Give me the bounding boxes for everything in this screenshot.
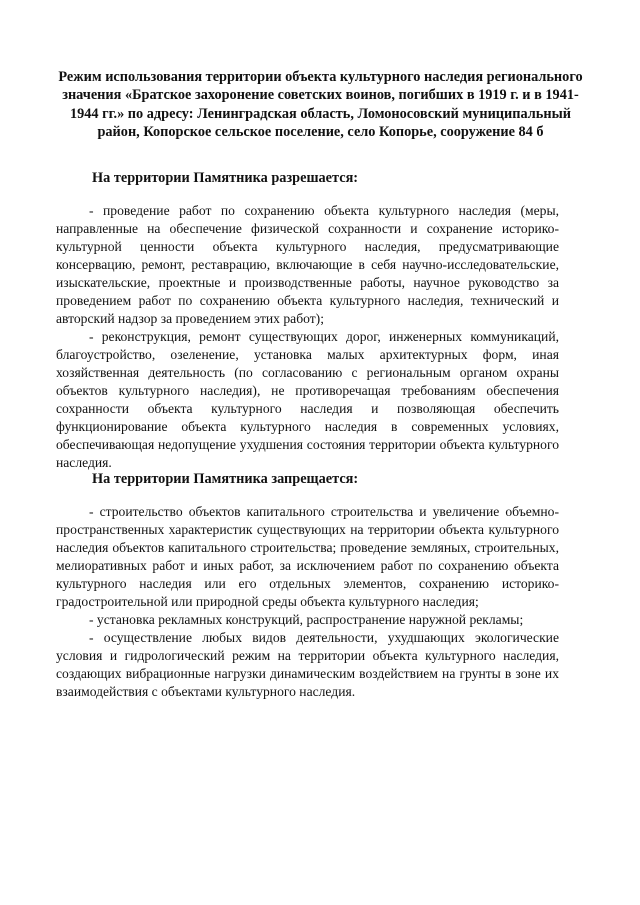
forbidden-heading: На территории Памятника запрещается:	[92, 471, 359, 487]
allowed-item-1: - проведение работ по сохранению объекта культурного наследия (меры, направленные на обеспечение физической сохранности и сохранение историко-культурной ценности объекта культурного наследия, предусматривающие консервацию, ремонт, реставрацию, включающие в себя научно-исследовательские, изыскательские, проектные и производственные работы, научное руководство за проведением работ по сохранению объекта культурного наследия, технический и авторский надзор за проведением этих работ);	[56, 203, 559, 326]
allowed-heading: На территории Памятника разрешается:	[92, 170, 359, 186]
document-title: Режим использования территории объекта культурного наследия регионального значения «Братское захоронение советских воинов, погибших в 1919 г. и в 1941-1944 гг.» по адресу: Ленинградская область, Ломоносовский муниципальный район, Копорское сельское поселение, село Копорье, сооружение 84 б	[58, 69, 583, 141]
allowed-item-2: - реконструкция, ремонт существующих дорог, инженерных коммуникаций, благоустройство, озеленение, установка малых архитектурных форм, иная хозяйственная деятельность (по согласованию с региональным органом охраны объектов культурного наследия), не противоречащая требованиям обеспечения сохранности объекта культурного наследия и позволяющая обеспечить функционирование объекта культурного наследия в современных условиях, обеспечивающая недопущение ухудшения состояния территории объекта культурного наследия.	[56, 329, 559, 470]
forbidden-item-2: - установка рекламных конструкций, распространение наружной рекламы;	[89, 612, 524, 627]
forbidden-section	[56, 503, 559, 701]
allowed-section	[56, 202, 559, 472]
forbidden-item-3: - осуществление любых видов деятельности, ухудшающих экологические условия и гидрологический режим на территории объекта культурного наследия, создающих вибрационные нагрузки динамическим воздействием на грунты в зоне их взаимодействия с объектами культурного наследия.	[56, 630, 559, 699]
forbidden-item-1: - строительство объектов капитального строительства и увеличение объемно-пространственных характеристик существующих на территории объекта культурного наследия объектов капитального строительства; проведение земляных, строительных, мелиоративных работ и иных работ, за исключением работ по сохранению объекта культурного наследия или его отдельных элементов, сохранению историко-градостроительной или природной среды объекта культурного наследия;	[56, 504, 559, 609]
